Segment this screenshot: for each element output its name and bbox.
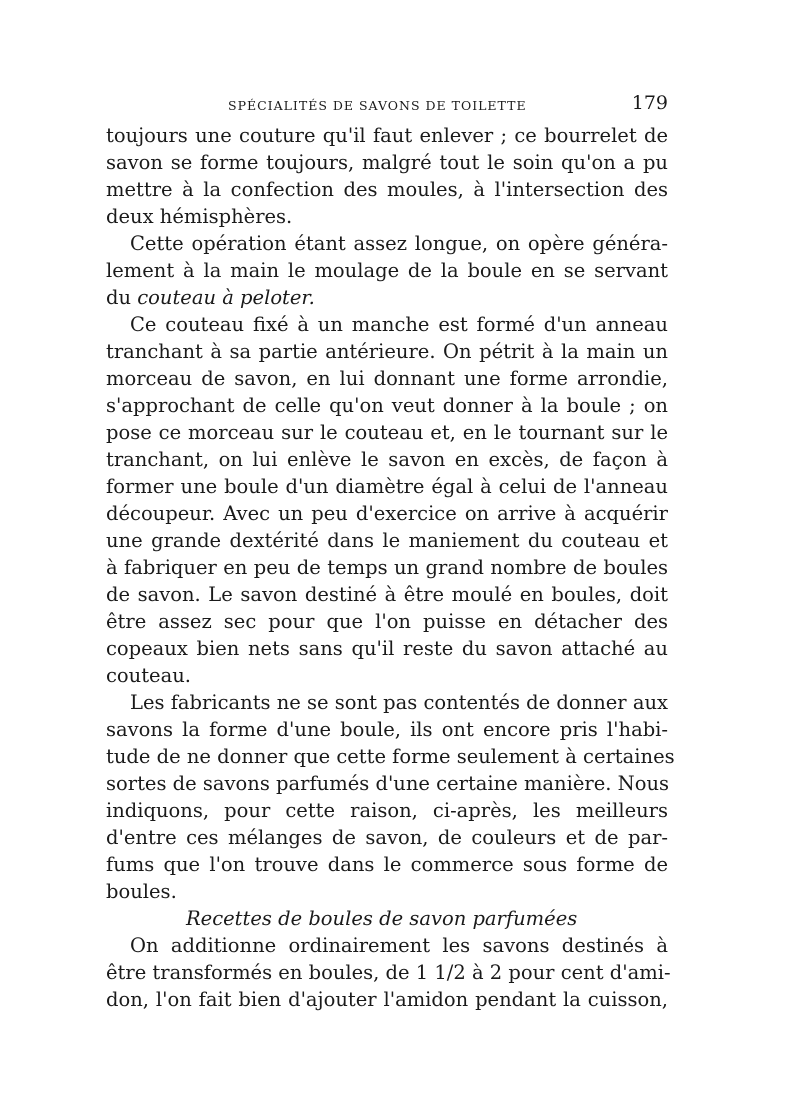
text-line: deux hémisphères. (106, 205, 293, 228)
text-line: mettre à la confection des moules, à l'intersection des (106, 178, 668, 201)
text-line: morceau de savon, en lui donnant une forme arrondie, (106, 367, 668, 390)
body-text (106, 122, 675, 1013)
text-line: être transformés en boules, de 1 1/2 à 2 pour cent d'ami- (106, 961, 671, 984)
text-line: une grande dextérité dans le maniement du couteau et (106, 529, 668, 552)
text-line: être assez sec pour que l'on puisse en détacher des (106, 610, 668, 633)
text-line: Les fabricants ne se sont pas contentés de donner aux (130, 691, 668, 714)
text-line: tranchant, on lui enlève le savon en excès, de façon à (106, 448, 668, 471)
text-line: d'entre ces mélanges de savon, de couleurs et de par- (106, 826, 668, 849)
text-line: On additionne ordinairement les savons destinés à (130, 934, 668, 957)
text-line: s'approchant de celle qu'on veut donner à la boule ; on (106, 394, 668, 417)
italic-term: couteau à peloter. (137, 286, 315, 309)
text-line: Cette opération étant assez longue, on opère généra- (130, 232, 668, 255)
page-header (106, 92, 668, 122)
text-line: boules. (106, 880, 177, 903)
text-fragment: du (106, 286, 132, 309)
text-line: à fabriquer en peu de temps un grand nombre de boules (106, 556, 668, 579)
text-line: savons la forme d'une boule, ils ont encore pris l'habi- (106, 718, 668, 741)
text-line: indiquons, pour cette raison, ci-après, les meilleurs (106, 799, 668, 822)
text-line: former une boule d'un diamètre égal à celui de l'anneau (106, 475, 668, 498)
text-line: couteau. (106, 664, 191, 687)
text-line: tranchant à sa partie antérieure. On pétrit à la main un (106, 340, 668, 363)
text-line: Ce couteau fixé à un manche est formé d'un anneau (130, 313, 668, 336)
running-title: SPÉCIALITÉS DE SAVONS DE TOILETTE (228, 98, 527, 113)
text-line: de savon. Le savon destiné à être moulé en boules, doit (106, 583, 668, 606)
page-number: 179 (631, 92, 668, 114)
section-heading: Recettes de boules de savon parfumées (186, 907, 578, 930)
text-line: don, l'on fait bien d'ajouter l'amidon pendant la cuisson, (106, 988, 668, 1011)
text-line: sortes de savons parfumés d'une certaine manière. Nous (106, 772, 670, 795)
text-line: tude de ne donner que cette forme seulement à certaines (106, 745, 675, 768)
text-line: découpeur. Avec un peu d'exercice on arrive à acquérir (106, 502, 668, 525)
text-line: fums que l'on trouve dans le commerce sous forme de (106, 853, 668, 876)
text-line: pose ce morceau sur le couteau et, en le tournant sur le (106, 421, 668, 444)
text-line: toujours une couture qu'il faut enlever ; ce bourrelet de (106, 124, 668, 147)
text-line (106, 284, 668, 311)
text-line: lement à la main le moulage de la boule en se servant (106, 259, 668, 282)
text-line: savon se forme toujours, malgré tout le soin qu'on a pu (106, 151, 668, 174)
text-line: copeaux bien nets sans qu'il reste du savon attaché au (106, 637, 668, 660)
book-page (106, 92, 675, 1013)
